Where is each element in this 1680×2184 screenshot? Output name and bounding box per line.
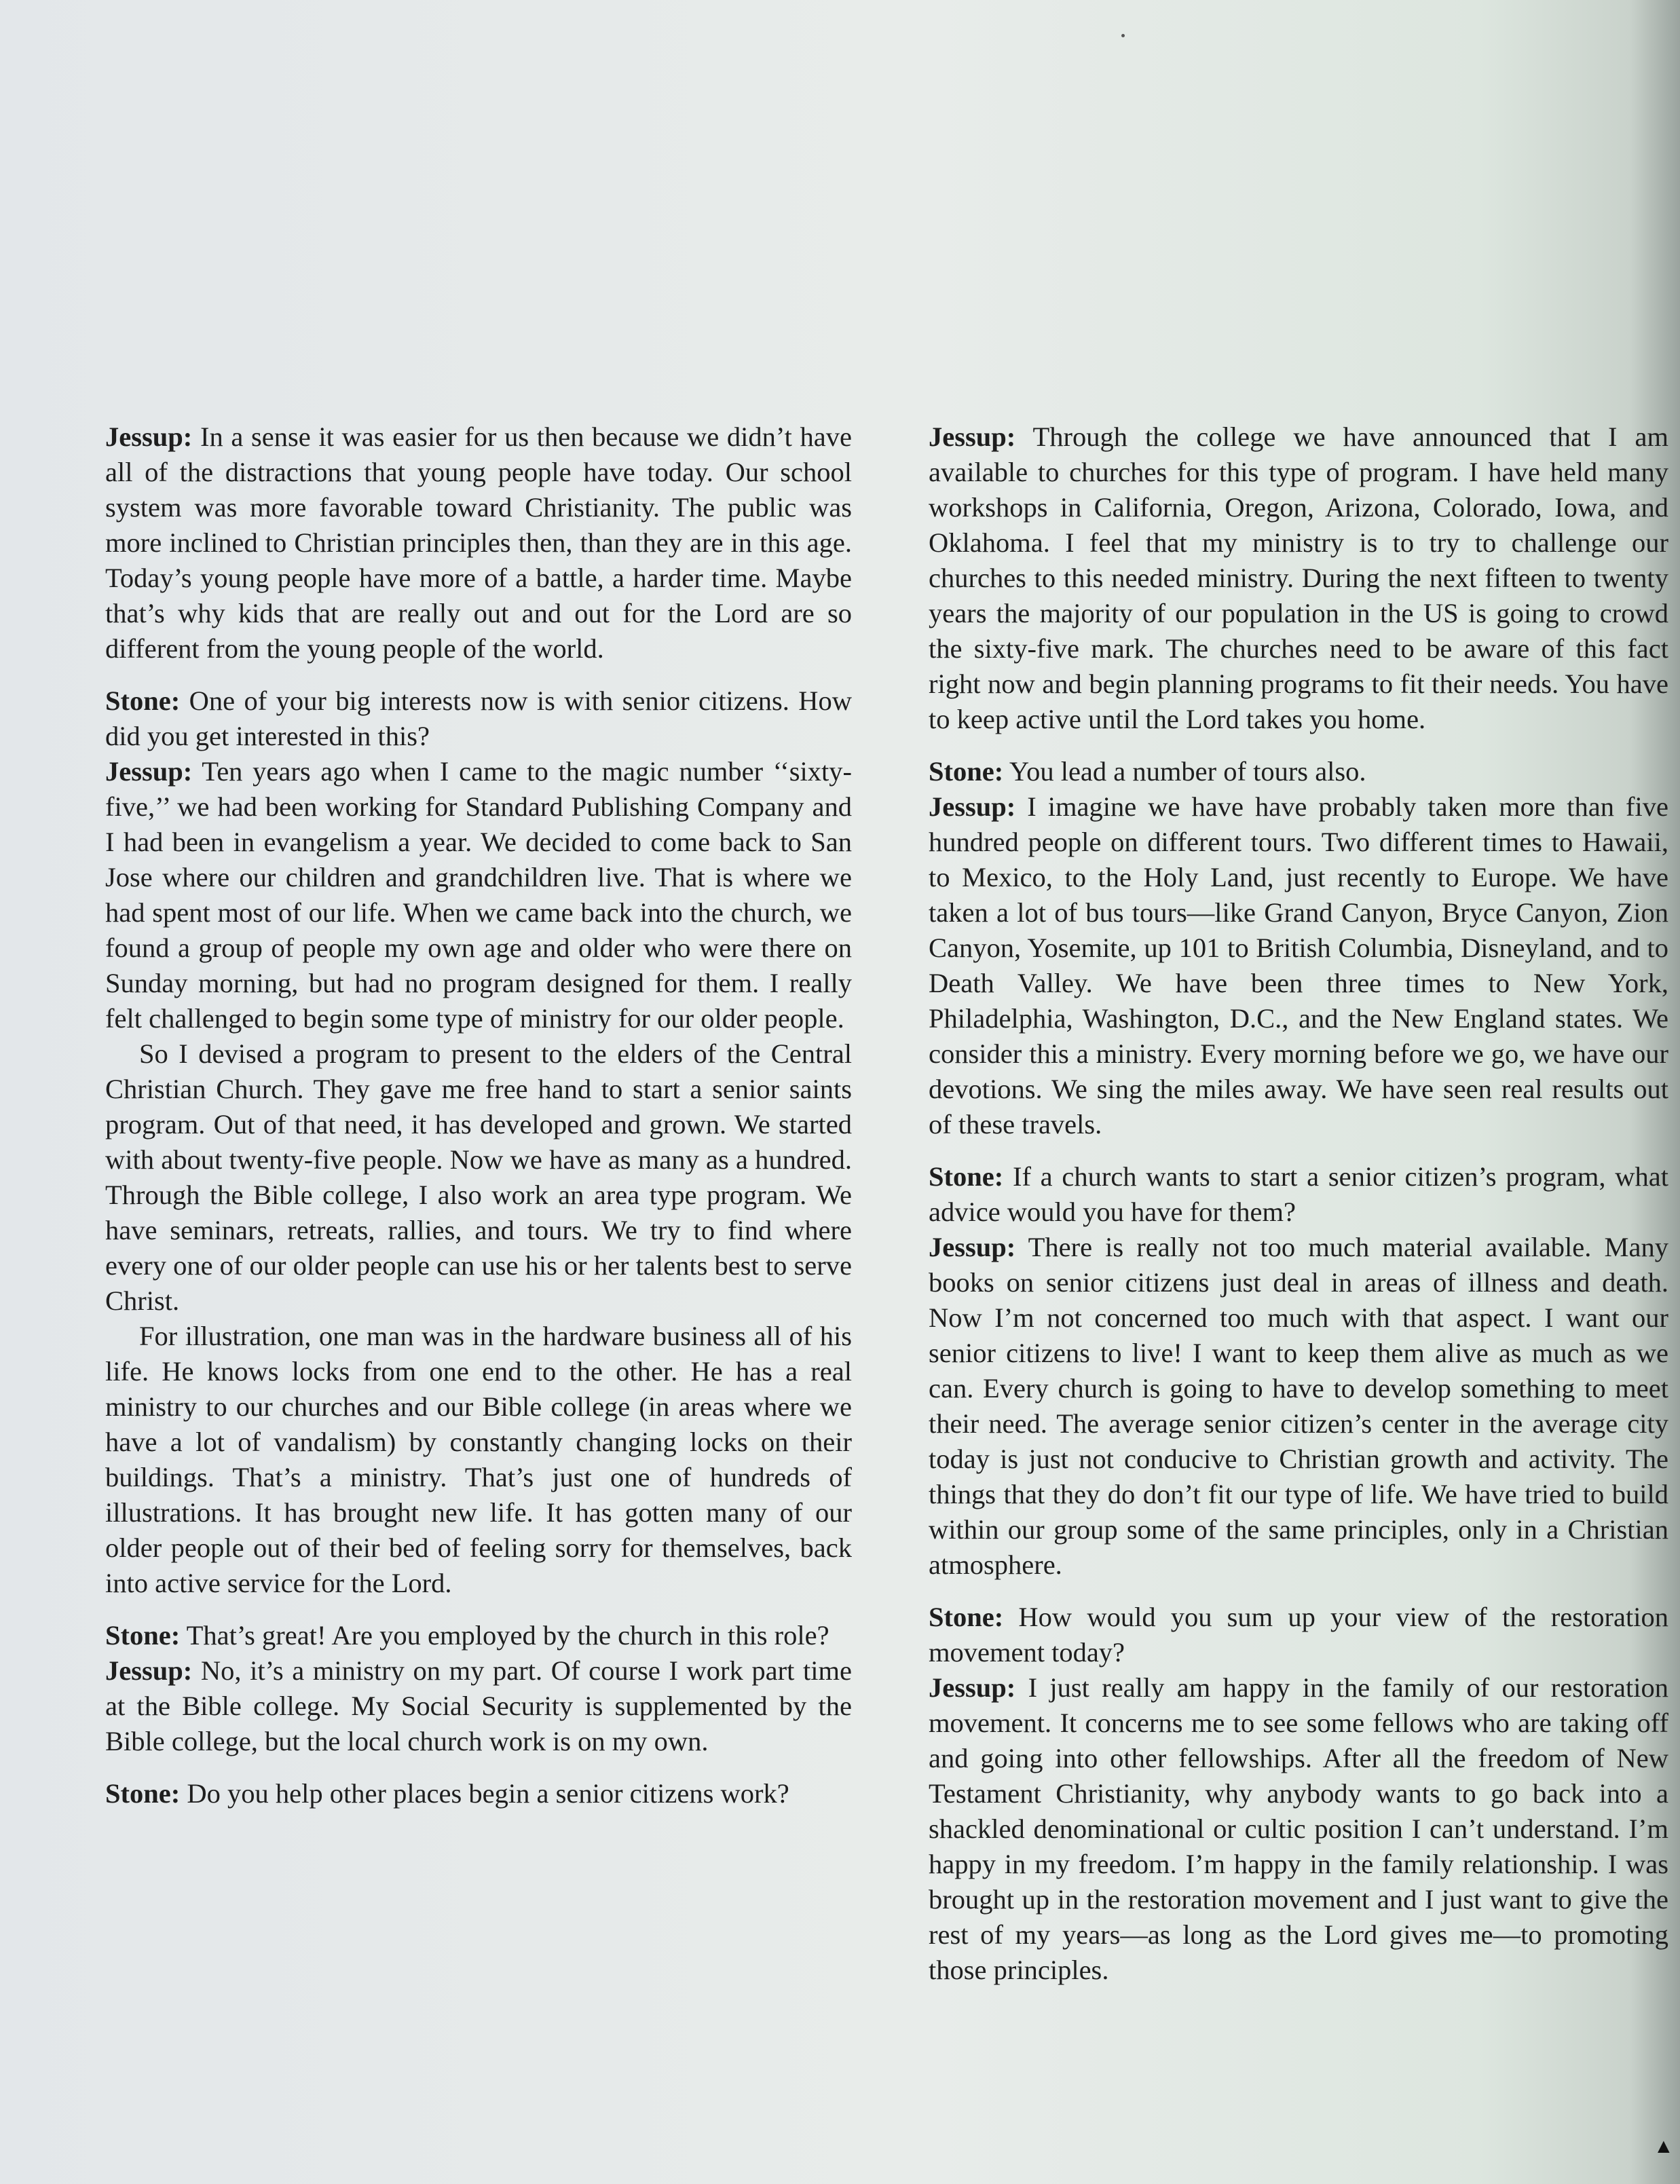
speaker-label: Jessup: xyxy=(929,791,1016,822)
speaker-label: Stone: xyxy=(929,756,1004,787)
paragraph xyxy=(929,1670,1668,1988)
speaker-label: Stone: xyxy=(105,685,181,716)
speaker-label: Jessup: xyxy=(105,756,193,787)
paragraph-text: Do you help other places begin a senior citizens work? xyxy=(180,1778,789,1809)
paragraph xyxy=(105,1618,852,1653)
speaker-label: Stone: xyxy=(105,1778,181,1809)
paragraph xyxy=(105,419,852,666)
paragraph xyxy=(929,754,1668,789)
paragraph-text: I imagine we have have probably taken more than five hundred people on different tours. Two different times to Hawaii, to Mexico, to the Holy Land, just recently to Europe. We have taken a lot of bus tours—like Grand Canyon, Bryce Canyon, Zion Canyon, Yosemite, up 101 to British Columbia, Disneyland, and to Death Valley. We have been three times to New York, Philadelphia, Washington, D.C., and the New England states. We consider this a ministry. Every morning before we go, we have our devotions. We sing the miles away. We have seen real results out of these travels. xyxy=(929,791,1668,1140)
speaker-label: Jessup: xyxy=(929,1672,1016,1703)
qa-block xyxy=(929,419,1668,737)
right-column xyxy=(929,419,1668,2005)
speaker-label: Jessup: xyxy=(105,1655,193,1686)
paragraph xyxy=(929,789,1668,1142)
paragraph-text: You lead a number of tours also. xyxy=(1003,756,1366,787)
print-speck xyxy=(1121,34,1125,37)
left-column xyxy=(105,419,852,1828)
paragraph: So I devised a program to present to the elders of the Central Christian Church. They gave me free hand to start a senior saints program. Out of that need, it has developed and grown. We started with about twenty-five people. Now we have as many as a hundred. Through the Bible college, I also work an area type program. We have seminars, retreats, rallies, and tours. We try to find where every one of our older people can use his or her talents best to serve Christ. xyxy=(105,1038,852,1316)
speaker-label: Stone: xyxy=(105,1620,181,1651)
paragraph-text: There is really not too much material available. Many books on senior citizens just deal in areas of illness and death. Now I’m not concerned too much with that aspect. I want our senior citizens to live! I want to keep them alive as much as we can. Every church is going to have to develop something to meet their need. The average senior citizen’s center in the average city today is just not conducive to Christian growth and activity. The things that they do don’t fit our type of life. We have tried to build within our group some of the same principles, only in a Christian atmosphere. xyxy=(929,1232,1668,1580)
paragraph xyxy=(105,1653,852,1759)
qa-block xyxy=(105,683,852,1601)
paragraph-text: I just really am happy in the family of our restoration movement. It concerns me to see some fellows who are taking off and going into other fellowships. After all the freedom of New Testament Christianity, why anybody wants to go back into a shackled denominational or cultic position I can’t understand. I’m happy in my freedom. I’m happy in the family relationship. I was brought up in the restoration movement and I just want to give the rest of my years—as long as the Lord gives me—to promoting those principles. xyxy=(929,1672,1668,1985)
paragraph-text: Through the college we have announced that I am available to churches for this type of program. I have held many workshops in California, Oregon, Arizona, Colorado, Iowa, and Oklahoma. I feel that my ministry is to try to challenge our churches to this needed ministry. During the next fifteen to twenty years the majority of our population in the US is going to crowd the sixty-five mark. The churches need to be aware of this fact right now and begin planning programs to fit their needs. You have to keep active until the Lord takes you home. xyxy=(929,421,1668,734)
speaker-label: Jessup: xyxy=(929,1232,1016,1262)
paragraph xyxy=(929,1230,1668,1583)
paragraph xyxy=(105,683,852,754)
paragraph xyxy=(105,754,852,1036)
speaker-label: Jessup: xyxy=(929,421,1016,452)
speaker-label: Jessup: xyxy=(105,421,193,452)
paragraph: For illustration, one man was in the hardware business all of his life. He knows locks from one end to the other. He has a real ministry to our churches and our Bible college (in areas where we have a lot of vandalism) by constantly changing locks on their buildings. That’s a ministry. That’s just one of hundreds of illustrations. It has brought new life. It has gotten many of our older people out of their bed of feeling sorry for themselves, back into active service for the Lord. xyxy=(105,1321,852,1598)
qa-block xyxy=(105,1776,852,1811)
qa-block xyxy=(929,1600,1668,1988)
speaker-label: Stone: xyxy=(929,1602,1004,1632)
paragraph-text: No, it’s a ministry on my part. Of course I work part time at the Bible college. My Social Security is supplemented by the Bible college, but the local church work is on my own. xyxy=(105,1655,852,1756)
paragraph-text: One of your big interests now is with senior citizens. How did you get interested in this? xyxy=(105,685,852,751)
paragraph xyxy=(929,419,1668,737)
paragraph xyxy=(929,1600,1668,1670)
paragraph-text: That’s great! Are you employed by the church in this role? xyxy=(180,1620,829,1651)
qa-block xyxy=(105,1618,852,1759)
paragraph-text: In a sense it was easier for us then because we didn’t have all of the distractions that young people have today. Our school system was more favorable toward Christianity. The public was more inclined to Christian principles then, than they are in this age. Today’s young people have more of a battle, a harder time. Maybe that’s why kids that are really out and out for the Lord are so different from the young people of the world. xyxy=(105,421,852,664)
qa-block xyxy=(929,754,1668,1142)
paragraph xyxy=(929,1159,1668,1230)
speaker-label: Stone: xyxy=(929,1161,1004,1192)
qa-block xyxy=(929,1159,1668,1583)
end-of-article-triangle-icon: ▲ xyxy=(1654,2135,1674,2158)
paragraph xyxy=(105,1776,852,1811)
qa-block xyxy=(105,419,852,666)
paragraph-text: How would you sum up your view of the restoration movement today? xyxy=(929,1602,1668,1668)
paragraph-text: If a church wants to start a senior citizen’s program, what advice would you have for them? xyxy=(929,1161,1668,1227)
paragraph-text: Ten years ago when I came to the magic number ‘‘sixty-five,’’ we had been working for Standard Publishing Company and I had been in evangelism a year. We decided to come back to San Jose where our children and grandchildren live. That is where we had spent most of our life. When we came back into the church, we found a group of people my own age and older who were there on Sunday morning, but had no program designed for them. I really felt challenged to begin some type of ministry for our older people. xyxy=(105,756,852,1034)
